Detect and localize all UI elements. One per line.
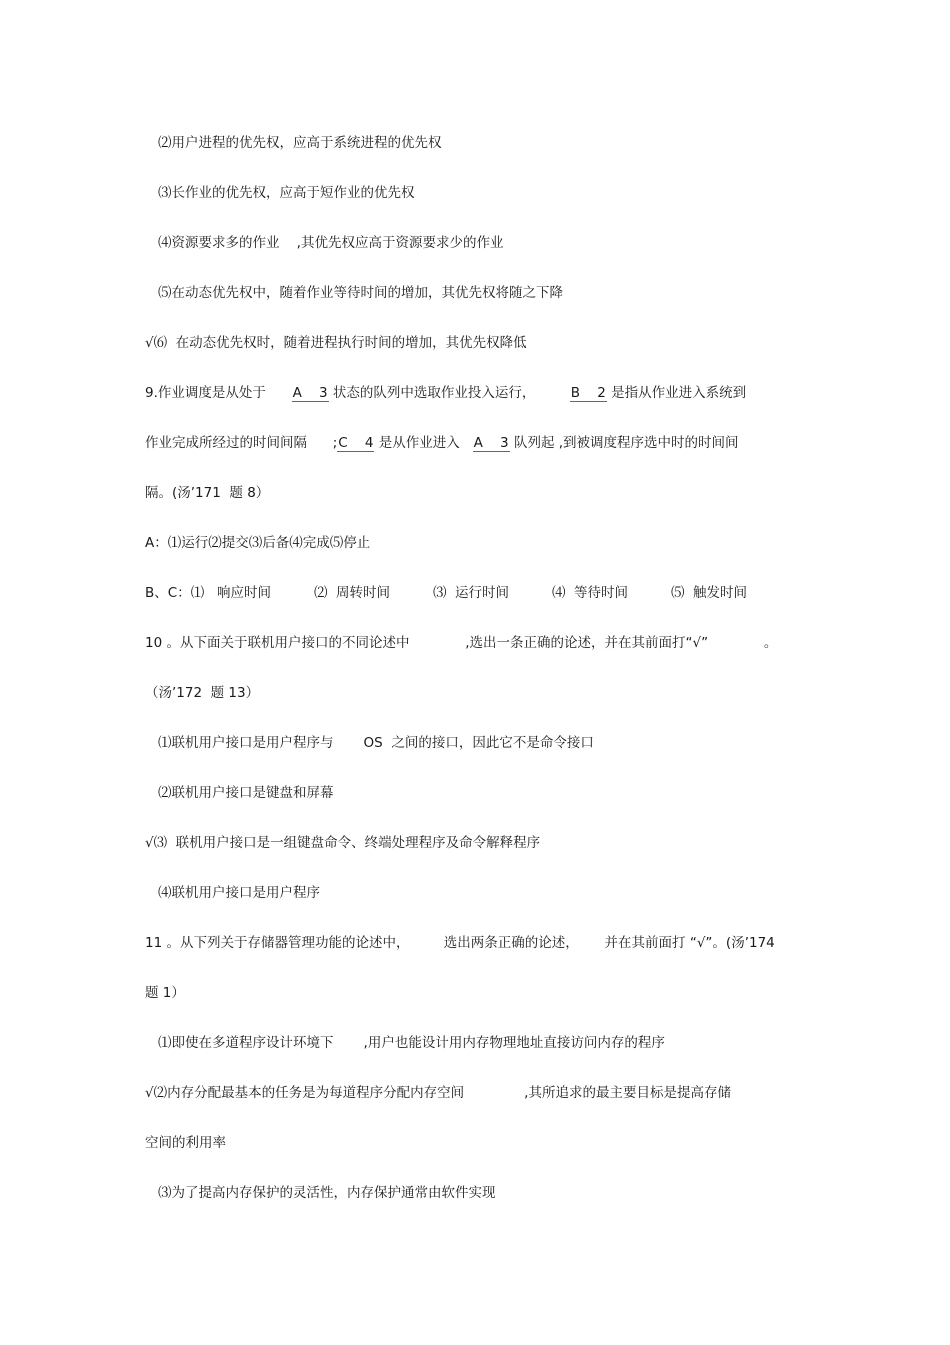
q11-line-1: 11 。从下列关于存储器管理功能的论述中， 选出两条正确的论述， 并在其前面打 “√”。(汤’174 [145,935,775,951]
q9-line-1 [145,384,746,402]
q11-option-2-correct: √⑵内存分配最基本的任务是为每道程序分配内存空间 ,其所追求的最主要目标是提高存储 [145,1085,731,1101]
q8-option-6-correct: √⑹ 在动态优先权时，随着进程执行时间的增加，其优先权降低 [145,335,527,351]
q9-options-bc: B、C：⑴ 响应时间 ⑵ 周转时间 ⑶ 运行时间 ⑷ 等待时间 ⑸ 触发时间 [145,585,748,601]
q10-option-3-correct: √⑶ 联机用户接口是一组键盘命令、终端处理程序及命令解释程序 [145,835,541,851]
q10-line-1: 10 。从下面关于联机用户接口的不同论述中 ,选出一条正确的论述，并在其前面打“√” 。 [145,635,778,651]
q9-blank-a1: A 3 [292,385,328,401]
q8-option-5: ⑸在动态优先权中，随着作业等待时间的增加，其优先权将随之下降 [158,285,563,301]
q11-option-3: ⑶为了提高内存保护的灵活性，内存保护通常由软件实现 [158,1185,496,1201]
q9-text: 是指从作业进入系统到 [606,385,747,401]
q8-option-3: ⑶长作业的优先权，应高于短作业的优先权 [158,185,415,201]
q9-line-2 [145,434,739,452]
q9-text: 状态的队列中选取作业投入运行， [328,385,536,401]
q9-text: 是从作业进入 [374,435,473,451]
q11-option-2-continued: 空间的利用率 [145,1135,226,1151]
q11-option-1: ⑴即使在多道程序设计环境下 ,用户也能设计用内存物理地址直接访问内存的程序 [158,1035,665,1051]
q9-text: 9.作业调度是从处于 [145,385,266,401]
q9-options-a: A：⑴运行⑵提交⑶后备⑷完成⑸停止 [145,535,371,551]
q8-option-4: ⑷资源要求多的作业 ,其优先权应高于资源要求少的作业 [158,235,504,251]
q10-line-2: （汤’172 题 13） [145,685,260,701]
q8-option-2: ⑵用户进程的优先权，应高于系统进程的优先权 [158,135,442,151]
q10-option-4: ⑷联机用户接口是用户程序 [158,885,320,901]
q10-option-1: ⑴联机用户接口是用户程序与 OS 之间的接口，因此它不是命令接口 [158,735,594,751]
q9-text: 队列起 ,到被调度程序选中时的时间间 [509,435,739,451]
q9-line-3: 隔。(汤’171 题 8） [145,485,270,501]
q11-line-2: 题 1） [145,985,185,1001]
q10-option-2: ⑵联机用户接口是键盘和屏幕 [158,785,334,801]
q9-blank-a2: A 3 [473,435,509,451]
q9-text: 作业完成所经过的时间间隔 ; [145,435,338,451]
q9-blank-c: C 4 [338,435,374,451]
q9-blank-b: B 2 [570,385,606,401]
